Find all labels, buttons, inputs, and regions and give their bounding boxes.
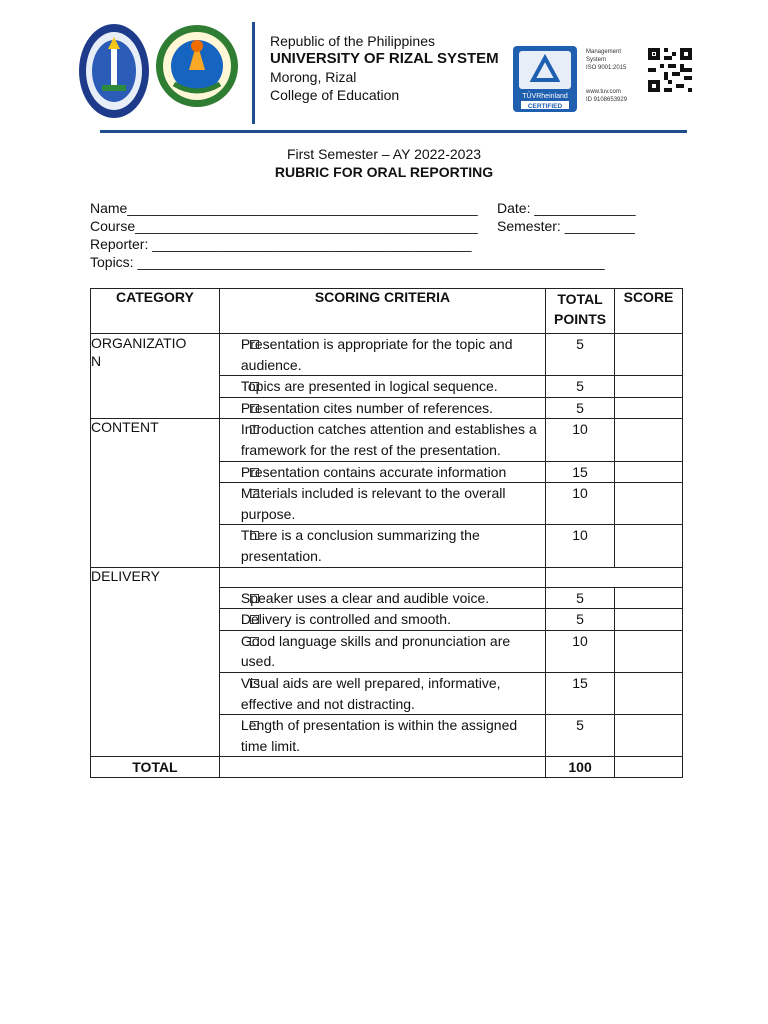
- score-cell[interactable]: [615, 397, 683, 419]
- checkbox-icon[interactable]: [250, 615, 259, 624]
- category-organization: ORGANIZATIO N: [91, 334, 220, 419]
- total-row: [91, 757, 683, 778]
- score-cell[interactable]: [615, 334, 683, 376]
- rubric-table: [90, 288, 683, 778]
- svg-text:TÜVRheinland: TÜVRheinland: [522, 93, 568, 100]
- semester-label: First Semester – AY 2022-2023: [286, 146, 482, 162]
- qr-code-icon: [648, 48, 692, 92]
- criterion: Length of presentation is within the assigned time limit.: [219, 715, 545, 757]
- points-cell: 5: [546, 587, 615, 609]
- score-cell[interactable]: [615, 419, 683, 461]
- points-cell: 5: [546, 609, 615, 631]
- checkbox-icon[interactable]: [250, 721, 259, 730]
- score-cell[interactable]: [615, 461, 683, 483]
- score-cell[interactable]: [615, 672, 683, 714]
- score-cell[interactable]: [615, 630, 683, 672]
- criterion: Presentation contains accurate information: [219, 461, 545, 483]
- score-cell[interactable]: [615, 587, 683, 609]
- criterion: Good language skills and pronunciation are used.: [219, 630, 545, 672]
- checkbox-icon[interactable]: [250, 679, 259, 688]
- rubric-title: RUBRIC FOR ORAL REPORTING: [274, 164, 494, 180]
- total-label: TOTAL: [91, 757, 220, 778]
- category-content: CONTENT: [91, 419, 220, 567]
- course-field[interactable]: Course____________________________________________: [90, 218, 478, 234]
- iso-certification-text: Management System ISO 9001:2015 www.tuv.com ID 9108653929: [586, 49, 628, 103]
- score-cell[interactable]: [615, 376, 683, 398]
- criterion: Presentation is appropriate for the topic and audience.: [219, 334, 545, 376]
- topics-field[interactable]: Topics: ____________________________________________________________: [90, 254, 605, 270]
- checkbox-icon[interactable]: [250, 468, 259, 477]
- score-cell[interactable]: [615, 715, 683, 757]
- checkbox-icon[interactable]: [250, 489, 259, 498]
- criterion: Presentation cites number of references.: [219, 397, 545, 419]
- name-field[interactable]: Name_____________________________________________: [90, 200, 478, 216]
- score-cell[interactable]: [615, 525, 683, 567]
- criterion: Visual aids are well prepared, informative, effective and not distracting.: [219, 672, 545, 714]
- header-rule: [100, 130, 687, 133]
- criterion: Delivery is controlled and smooth.: [219, 609, 545, 631]
- institution-block: [270, 32, 499, 104]
- criteria-header: SCORING CRITERIA: [219, 289, 545, 334]
- points-cell: 5: [546, 715, 615, 757]
- college-line: College of Education: [270, 87, 400, 103]
- republic-line: Republic of the Philippines: [270, 33, 435, 49]
- points-cell: 10: [546, 525, 615, 567]
- reporter-field[interactable]: Reporter: _________________________________________: [90, 236, 472, 252]
- checkbox-icon[interactable]: [250, 531, 259, 540]
- date-field[interactable]: Date: _____________: [497, 200, 636, 216]
- table-row: [91, 419, 683, 461]
- table-row: [91, 334, 683, 376]
- score-cell[interactable]: [615, 609, 683, 631]
- criterion: Topics are presented in logical sequence.: [219, 376, 545, 398]
- table-spacer-row: [91, 567, 683, 587]
- college-of-education-logo: [154, 24, 240, 108]
- semester-field[interactable]: Semester: _________: [497, 218, 635, 234]
- svg-text:CERTIFIED: CERTIFIED: [527, 103, 563, 110]
- total-points: 100: [546, 757, 615, 778]
- points-cell: 15: [546, 672, 615, 714]
- criterion: Materials included is relevant to the overall purpose.: [219, 483, 545, 525]
- criterion: Speaker uses a clear and audible voice.: [219, 587, 545, 609]
- checkbox-icon[interactable]: [250, 382, 259, 391]
- checkbox-icon[interactable]: [250, 594, 259, 603]
- points-cell: 5: [546, 376, 615, 398]
- points-cell: 5: [546, 397, 615, 419]
- points-cell: 10: [546, 419, 615, 461]
- campus-line: Morong, Rizal: [270, 69, 357, 85]
- university-name: UNIVERSITY OF RIZAL SYSTEM: [270, 50, 499, 67]
- category-delivery: DELIVERY: [91, 567, 220, 757]
- checkbox-icon[interactable]: [250, 637, 259, 646]
- criterion: Introduction catches attention and establishes a framework for the rest of the presentation.: [219, 419, 545, 461]
- urs-seal-logo: [78, 23, 150, 119]
- score-cell[interactable]: [615, 483, 683, 525]
- table-header-row: [91, 289, 683, 334]
- points-cell: 15: [546, 461, 615, 483]
- points-cell: 10: [546, 483, 615, 525]
- checkbox-icon[interactable]: [250, 425, 259, 434]
- points-cell: 5: [546, 334, 615, 376]
- total-score-cell[interactable]: [615, 757, 683, 778]
- points-cell: 10: [546, 630, 615, 672]
- category-header: CATEGORY: [91, 289, 220, 334]
- checkbox-icon[interactable]: [250, 404, 259, 413]
- criterion: There is a conclusion summarizing the presentation.: [219, 525, 545, 567]
- header-divider: [252, 22, 255, 124]
- total-points-header: TOTAL POINTS: [546, 289, 615, 334]
- score-header: SCORE: [615, 289, 683, 334]
- checkbox-icon[interactable]: [250, 340, 259, 349]
- tuv-certified-badge: [513, 46, 577, 112]
